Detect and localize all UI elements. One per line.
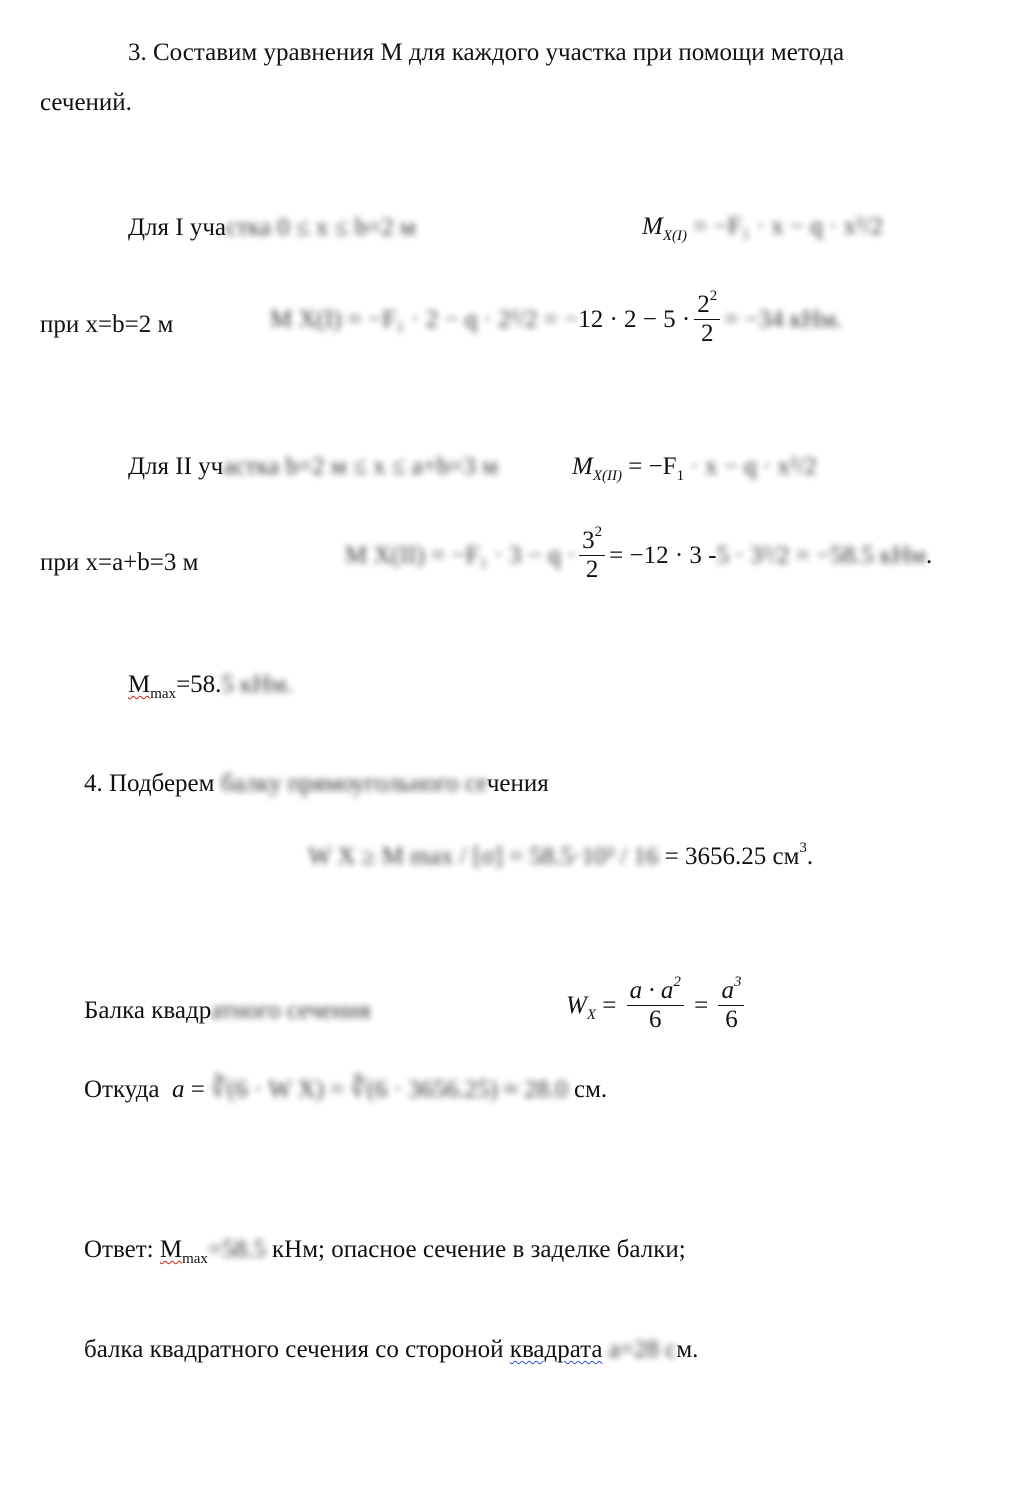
part-2-formula [572, 452, 817, 482]
square-wx-formula [566, 974, 748, 1050]
part-2-label-text: Для II уч [128, 453, 224, 480]
answer-2-text: балка квадратного сечения со стороной [84, 1336, 510, 1363]
at-ab-formula-visible: = −12 · 3 - [609, 541, 717, 569]
wx-formula-tail: . [806, 843, 814, 870]
square-fraction-2 [718, 974, 744, 1033]
mmax-symbol [128, 671, 177, 702]
at-ab-formula-blurred-right: 5 · 3²/2 = −58.5 кНм [716, 541, 927, 569]
square-eq-1: = [602, 991, 617, 1019]
square-eq-2: = [694, 991, 709, 1019]
whence-unit: см. [574, 1076, 608, 1103]
mmax-m: M [128, 671, 151, 698]
moment-symbol-2: M [572, 453, 593, 480]
section-3-line-1: 3. Составим уравнения М для каждого участка при помощи метода [128, 39, 845, 66]
at-b-formula-visible: 12 · 2 − 5 · [578, 305, 691, 333]
part-2-label [128, 452, 498, 482]
at-ab-fraction [579, 524, 605, 583]
part-1-label-blurred: стка 0 ≤ x ≤ b=2 м [226, 214, 416, 241]
moment-subscript: X(I) [662, 228, 687, 244]
whence-line [84, 1075, 607, 1105]
square-w: W [566, 991, 587, 1019]
at-b-label: при x=b=2 м [40, 311, 174, 338]
square-section-label-blurred: атного сечения [211, 997, 371, 1024]
section-4-heading-left: 4. Подберем [84, 770, 215, 797]
at-b-formula [270, 288, 843, 362]
at-ab-formula-blurred-left: M X(II) = −F₁ · 3 − q · [345, 541, 576, 569]
section-4-heading-blurred: балку прямоугольного се [214, 770, 487, 797]
at-b-fraction [694, 288, 720, 347]
part-1-label [128, 213, 416, 243]
mmax-subscript: max [150, 686, 177, 702]
answer-m: M [159, 1236, 183, 1263]
mmax-line [128, 670, 292, 700]
whence-a: a [172, 1076, 185, 1103]
square-w-symbol [566, 991, 596, 1021]
at-b-fraction-denominator: 2 [700, 320, 714, 347]
section-3-line-2: сечений. [40, 89, 132, 116]
square-fraction-1-denominator: 6 [648, 1006, 662, 1033]
whence-label: Откуда [84, 1076, 160, 1103]
answer-prefix: Ответ: [84, 1236, 160, 1263]
square-section-label [84, 996, 371, 1026]
answer-line-1 [84, 1235, 686, 1265]
square-fraction-1-exponent: 2 [673, 974, 681, 990]
answer-m-subscript: max [182, 1251, 208, 1267]
part-2-formula-rhs-sub: 1 [676, 468, 685, 484]
whence-formula-blurred: ∛(6 · W X) = ∛(6 · 3656.25) ≈ 28.0 [211, 1076, 568, 1103]
at-b-formula-blurred-left: M X(I) = −F₁ · 2 − q · 2²/2 = − [270, 305, 579, 333]
square-fraction-2-denominator: 6 [725, 1006, 738, 1033]
at-ab-fraction-exponent: 2 [594, 524, 603, 540]
section-4-heading-right: чения [486, 770, 549, 797]
square-section-label-text: Балка квадр [84, 997, 212, 1024]
square-fraction-1-numerator: a · a [629, 977, 674, 1004]
answer-rest: кНм; опасное сечение в заделке балки; [265, 1236, 686, 1263]
at-b-fraction-exponent: 2 [709, 288, 718, 304]
square-fraction-1 [627, 974, 684, 1033]
part-1-label-text: Для I уча [128, 214, 227, 241]
answer-2-blurred: a=28 с [602, 1336, 677, 1363]
square-fraction-2-numerator: a [721, 977, 734, 1004]
at-ab-fraction-denominator: 2 [585, 556, 599, 583]
wx-formula-exponent: 3 [799, 840, 807, 856]
at-ab-formula [345, 524, 933, 600]
answer-2-underlined-word: квадрата [509, 1336, 603, 1363]
square-w-subscript: X [586, 1006, 596, 1023]
at-b-formula-blurred-right: = −34 кНм. [724, 305, 843, 333]
part-2-formula-blurred: · x − q · x²/2 [690, 453, 817, 480]
square-fraction-2-exponent: 3 [733, 974, 742, 990]
section-4-heading [84, 769, 549, 799]
part-2-label-blurred: астка b=2 м ≤ x ≤ a+b=3 м [223, 453, 498, 480]
whence-eq: = [190, 1076, 205, 1103]
at-b-fraction-numerator: 2 [697, 291, 710, 318]
mmax-value: =58. [176, 671, 222, 698]
moment-symbol: M [642, 213, 663, 240]
answer-line-2 [84, 1335, 698, 1365]
part-2-formula-rhs: = −F [628, 453, 677, 480]
answer-value-blurred: =58.5 [207, 1236, 266, 1263]
wx-formula [308, 842, 813, 872]
answer-2-tail: м. [676, 1336, 699, 1363]
part-1-formula-blurred: = −F₁ · x − q · x²/2 [693, 213, 883, 240]
wx-formula-result: = 3656.25 см [664, 843, 800, 870]
answer-mmax-symbol [159, 1236, 208, 1267]
at-ab-label: при x=a+b=3 м [40, 549, 199, 576]
at-ab-formula-tail: . [926, 541, 933, 569]
at-ab-fraction-numerator: 3 [582, 527, 595, 554]
mmax-value-blurred: 5 кНм. [221, 671, 293, 698]
moment-subscript-2: X(II) [592, 468, 622, 484]
part-1-formula [642, 212, 883, 242]
wx-formula-blurred: W X ≥ M max / [σ] = 58.5·10³ / 16 [308, 843, 659, 870]
